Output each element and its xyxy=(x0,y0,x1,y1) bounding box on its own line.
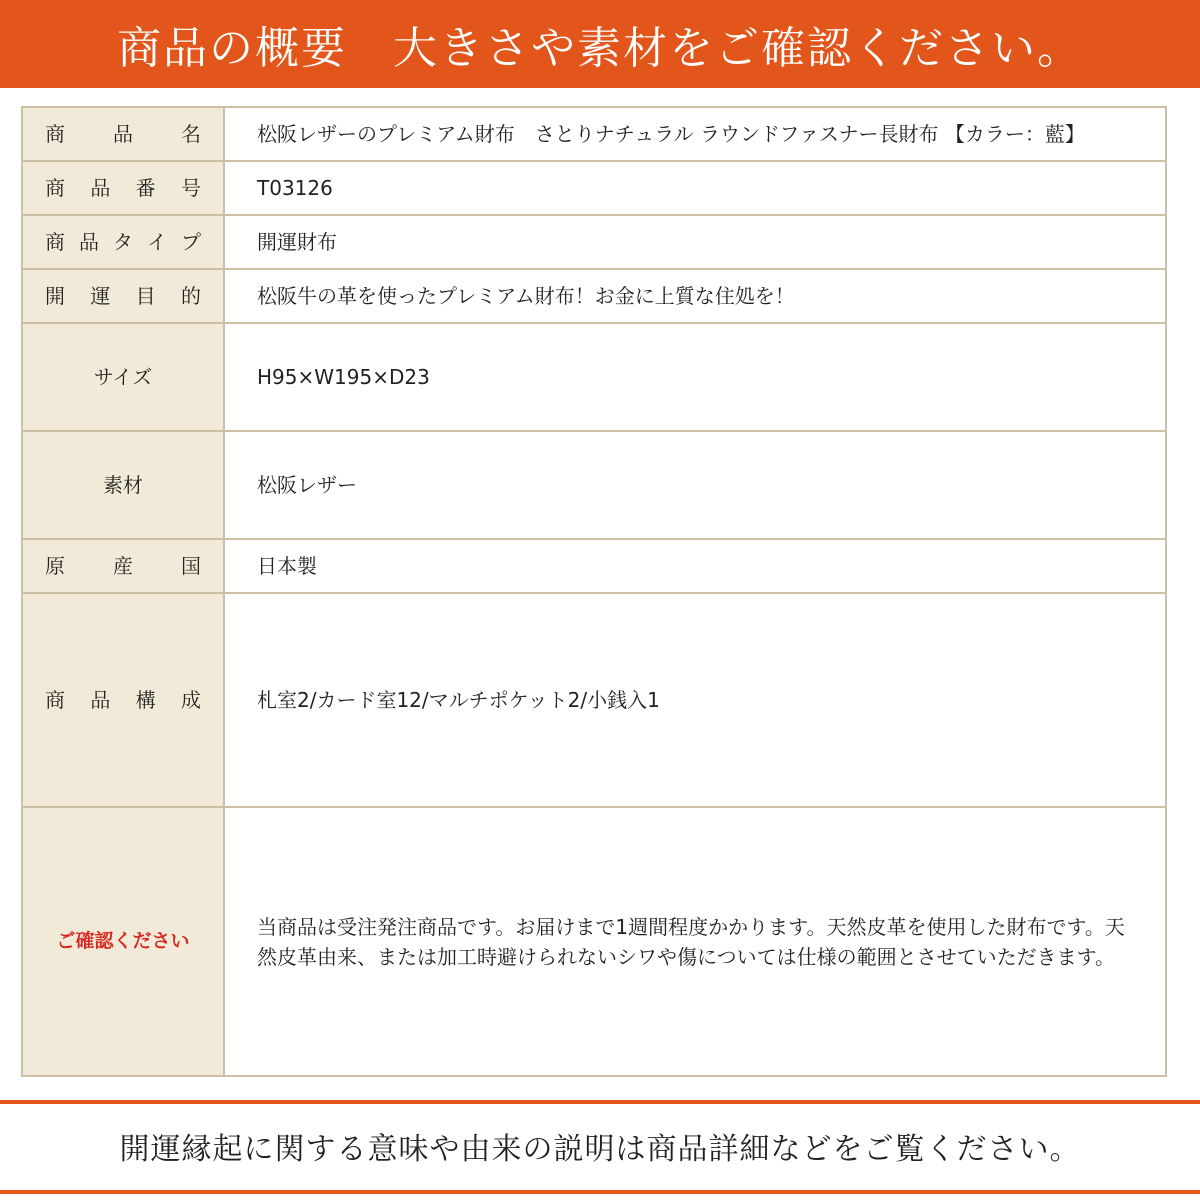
spec-row-composition xyxy=(22,593,1166,807)
label-char: 国 xyxy=(181,554,201,578)
label-text: サイズ xyxy=(93,365,153,389)
label-char: イ xyxy=(147,230,167,254)
spec-value: 松阪牛の革を使ったプレミアム財布！お金に上質な住処を！ xyxy=(224,269,1166,323)
spec-label xyxy=(22,539,224,593)
spec-value: T03126 xyxy=(224,161,1166,215)
spec-row-product-type xyxy=(22,215,1166,269)
label-char: 名 xyxy=(181,122,201,146)
spec-label xyxy=(22,431,224,539)
spec-row-product-name xyxy=(22,107,1166,161)
label-char: 運 xyxy=(90,284,111,308)
label-char: 原 xyxy=(45,554,65,578)
footer-note: 開運縁起に関する意味や由来の説明は商品詳細などをご覧ください。 xyxy=(119,1132,1081,1167)
spec-row-purpose xyxy=(22,269,1166,323)
spec-row-origin xyxy=(22,539,1166,593)
label-char: 構 xyxy=(135,688,156,712)
label-char: タ xyxy=(113,230,133,254)
spec-row-size xyxy=(22,323,1166,431)
label-char: 目 xyxy=(135,284,156,308)
spec-row-material xyxy=(22,431,1166,539)
spec-label xyxy=(22,323,224,431)
spec-value: 松阪レザー xyxy=(224,431,1166,539)
warning-label: ご確認ください xyxy=(56,930,190,953)
spec-label xyxy=(22,593,224,807)
spec-value: H95×W195×D23 xyxy=(224,323,1166,431)
label-char: 品 xyxy=(90,688,111,712)
page-title: 商品の概要 大きさや素材をご確認ください。 xyxy=(0,0,1200,88)
spec-value: 札室2/カード室12/マルチポケット2/小銭入1 xyxy=(224,593,1166,807)
spec-label xyxy=(22,107,224,161)
label-char: プ xyxy=(181,230,201,254)
spec-row-notice xyxy=(22,807,1166,1076)
label-char: 的 xyxy=(180,284,201,308)
label-char: 番 xyxy=(135,176,156,200)
spec-label xyxy=(22,161,224,215)
label-char: 号 xyxy=(180,176,201,200)
notice-text: 当商品は受注発注商品です。お届けまで1週間程度かかります。天然皮革を使用した財布です。天然皮革由来、または加工時避けられないシワや傷については仕様の範囲とさせていただきます。 xyxy=(224,807,1166,1076)
spec-value: 松阪レザーのプレミアム財布 さとりナチュラル ラウンドファスナー長財布 【カラー：藍】 xyxy=(224,107,1166,161)
spec-label xyxy=(22,215,224,269)
label-char: 産 xyxy=(113,554,133,578)
spec-row-product-number xyxy=(22,161,1166,215)
product-spec-table xyxy=(21,106,1167,1077)
label-text: 素材 xyxy=(103,473,143,497)
footer-divider-bottom xyxy=(0,1190,1200,1194)
spec-label xyxy=(22,269,224,323)
label-char: 品 xyxy=(113,122,133,146)
label-char: 品 xyxy=(79,230,99,254)
label-char: 商 xyxy=(45,122,65,146)
label-char: 商 xyxy=(45,176,65,200)
label-char: 品 xyxy=(90,176,111,200)
spec-label xyxy=(22,807,224,1076)
label-char: 商 xyxy=(45,230,65,254)
spec-value: 開運財布 xyxy=(224,215,1166,269)
spec-value: 日本製 xyxy=(224,539,1166,593)
label-char: 開 xyxy=(45,284,65,308)
label-char: 成 xyxy=(180,688,201,712)
label-char: 商 xyxy=(45,688,65,712)
